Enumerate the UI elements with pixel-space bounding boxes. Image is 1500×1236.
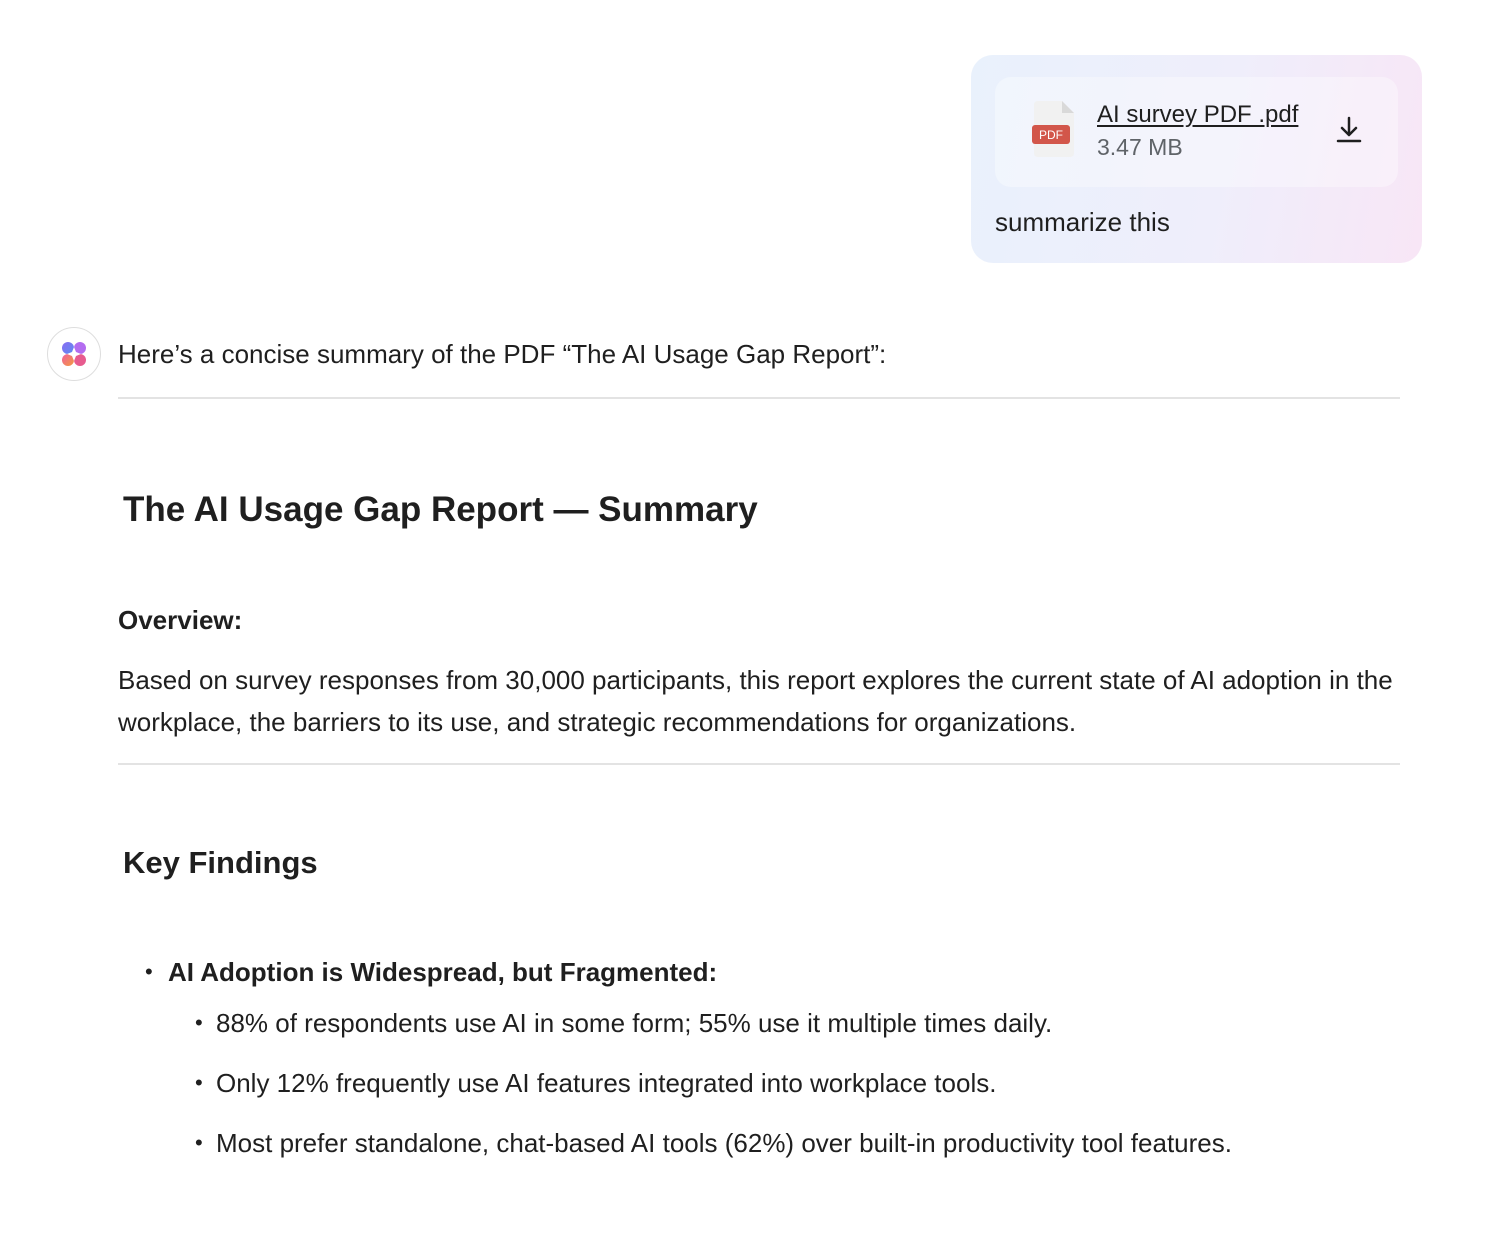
assistant-intro-text: Here’s a concise summary of the PDF “The AI Usage Gap Report”: <box>118 339 887 369</box>
bullet-dot: • <box>195 1130 203 1155</box>
download-icon <box>1334 115 1364 145</box>
overview-paragraph: Based on survey responses from 30,000 participants, this report explores the current state of AI adoption in the workplace, the barriers to its use, and strategic recommendations for organizations. <box>118 665 1393 737</box>
finding-detail: 88% of respondents use AI in some form; 55% use it multiple times daily. <box>216 1008 1053 1038</box>
user-message-text: summarize this <box>995 207 1170 237</box>
finding-detail: Most prefer standalone, chat-based AI tools (62%) over built-in productivity tool features. <box>216 1128 1232 1158</box>
overview-label: Overview: <box>118 605 243 635</box>
finding-detail: Only 12% frequently use AI features integrated into workplace tools. <box>216 1068 997 1098</box>
bullet-dot: • <box>145 959 153 984</box>
attachment-file-size: 3.47 MB <box>1097 134 1183 160</box>
assistant-avatar <box>47 327 101 381</box>
bullet-dot: • <box>195 1070 203 1095</box>
divider <box>118 397 1400 399</box>
summary-heading: The AI Usage Gap Report — Summary <box>123 490 758 529</box>
bullet-dot: • <box>195 1010 203 1035</box>
assistant-logo-icon <box>59 339 89 369</box>
attachment-file-name[interactable]: AI survey PDF .pdf <box>1097 101 1299 128</box>
key-findings-heading: Key Findings <box>123 845 318 880</box>
divider <box>118 763 1400 765</box>
pdf-file-icon <box>1032 101 1074 157</box>
download-button[interactable] <box>1334 115 1364 145</box>
pdf-badge-label: PDF <box>1039 128 1063 142</box>
finding-title: AI Adoption is Widespread, but Fragmented: <box>168 957 718 987</box>
user-message-bubble <box>971 55 1422 263</box>
